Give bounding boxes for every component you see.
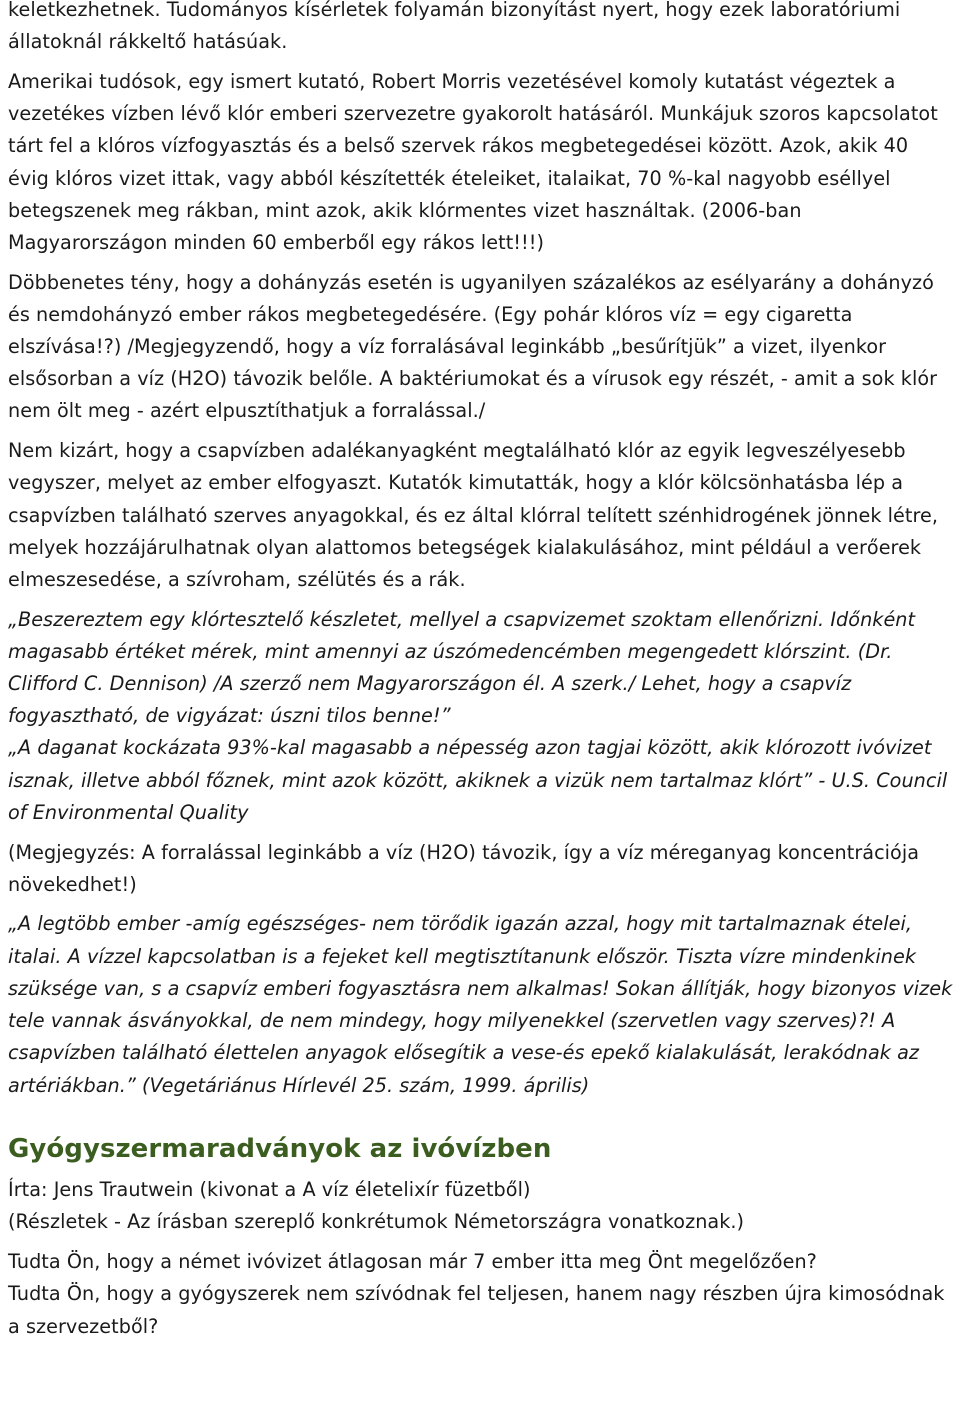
details-line: (Részletek - Az írásban szereplő konkrétumok Németországra vonatkoznak.)	[8, 1209, 745, 1233]
paragraph-lab-animals: keletkezhetnek. Tudományos kísérletek folyamán bizonyítást nyert, hogy ezek laboratóriumi állatoknál rákkeltő hatásúak.	[8, 0, 901, 54]
question-line-2: Tudta Ön, hogy a gyógyszerek nem szívódnak fel teljesen, hanem nagy részben újra kimosódnak a szervezetből?	[8, 1282, 945, 1338]
quote-council: „A daganat kockázata 93%-kal magasabb a népesség azon tagjai között, akik klórozott ivóvizet isznak, illetve abból főznek, mint azok között, akiknek a vizük nem tartalmaz klórt” - U.S. Council of Environmental Quality	[8, 736, 948, 824]
byline-block	[8, 1174, 954, 1238]
paragraph-boiling-note: (Megjegyzés: A forralással leginkább a víz (H2O) távozik, így a víz méreganyag koncentrációja növekedhet!)	[8, 840, 920, 896]
author-line: Írta: Jens Trautwein (kivonat a A víz életelixír füzetből)	[8, 1177, 531, 1201]
paragraph-morris-research: Amerikai tudósok, egy ismert kutató, Robert Morris vezetésével komoly kutatást végeztek a vezetékes vízben lévő klór emberi szervezetre gyakorolt hatásáról. Munkájuk szoros kapcsolatot tárt fel a klóros vízfogyasztás és a belső szervek rákos megbetegedései között. Azok, akik 40 évig klóros vizet ittak, vagy abból készítették ételeiket, italaikat, 70 %-kal nagyobb eséllyel betegszenek meg rákban, mint azok, akik klórmentes vizet használtak. (2006-ban Magyarországon minden 60 emberből egy rákos lett!!!)	[8, 69, 938, 254]
paragraph-smoking-comparison: Döbbenetes tény, hogy a dohányzás esetén is ugyanilyen százalékos az esélyarány a dohányzó és nemdohányzó ember rákos megbetegedésére. (Egy pohár klóros víz = egy cigaretta elszívása!?) /Megjegyzendő, hogy a víz forralásával leginkább „besűrítjük” a vizet, ilyenkor elsősorban a víz (H2O) távozik belőle. A baktériumokat és a vírusok egy részét, - amit a sok klór nem ölt meg - azért elpusztíthatjuk a forralással./	[8, 270, 938, 423]
article-body	[8, 0, 954, 1343]
question-line-1: Tudta Ön, hogy a német ivóvizet átlagosan már 7 ember itta meg Önt megelőzően?	[8, 1250, 817, 1274]
quote-dennison: „Beszereztem egy klórtesztelő készletet, mellyel a csapvizemet szoktam ellenőrizni. Időnként magasabb értéket mérek, mint amennyi az úszómedencémben megengedett klórszint. (Dr. Clifford C. Dennison) /A szerző nem Magyarországon él. A szerk./ Lehet, hogy a csapvíz fogyasztható, de vigyázat: úszni tilos benne!”	[8, 607, 916, 728]
question-block	[8, 1246, 954, 1343]
paragraph-chlorine-danger: Nem kizárt, hogy a csapvízben adalékanyagként megtalálható klór az egyik legveszélyesebb vegyszer, melyet az ember elfogyaszt. Kutatók kimutatták, hogy a klór kölcsönhatásba lép a csapvízben található szerves anyagokkal, és ez által klórral telített szénhidrogének jönnek létre, melyek hozzájárulhatnak olyan alattomos betegségek kialakulásához, mint például a verőerek elmeszesedése, a szívroham, szélütés és a rák.	[8, 439, 938, 591]
quote-vegetarian-newsletter: „A legtöbb ember -amíg egészséges- nem törődik igazán azzal, hogy mit tartalmaznak ételei, italai. A vízzel kapcsolatban is a fejeket kell megtisztítanunk először. Tiszta vízre mindenkinek szüksége van, s a csapvíz emberi fogyasztásra nem alkalmas! Sokan állítják, hogy bizonyos vizek tele vannak ásványokkal, de nem mindegy, hogy milyenekkel (szervetlen vagy szerves)?! A csapvízben található élettelen anyagok elősegítik a vese-és epekő kialakulását, lerakódnak az artériákban.” (Vegetáriánus Hírlevél 25. szám, 1999. április)	[8, 912, 953, 1097]
section-heading: Gyógyszermaradványok az ivóvízben	[8, 1133, 552, 1164]
